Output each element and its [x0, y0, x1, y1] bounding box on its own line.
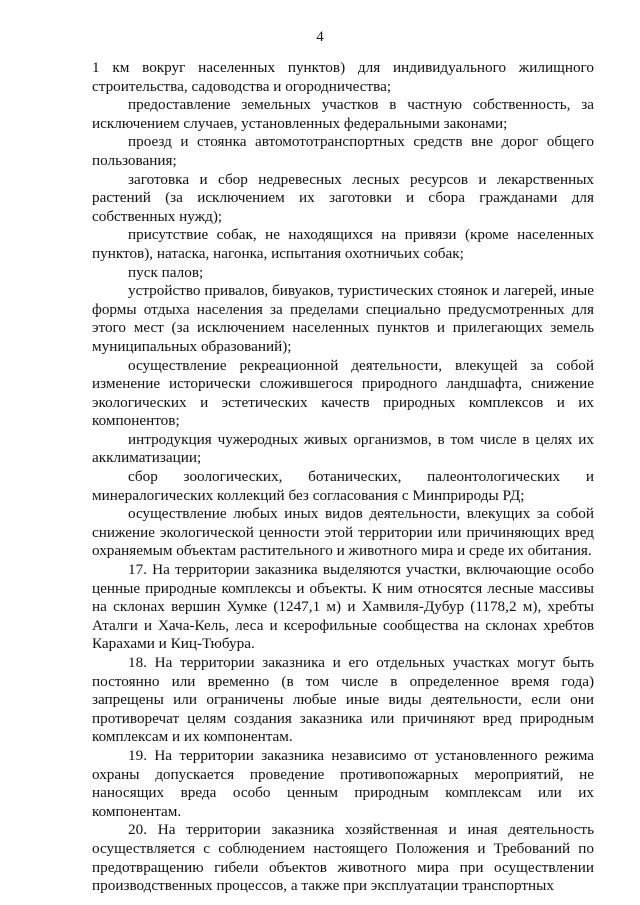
list-item-other-activities: осуществление любых иных видов деятельности, влекущих за собой снижение экологической ценности этой территории или причиняющих вред охраняемым объектам растительного и животного мира и среде их обитания. — [92, 505, 594, 560]
paragraph-continuation: 1 км вокруг населенных пунктов) для индивидуального жилищного строительства, садоводства и огородничества; — [92, 59, 594, 95]
list-item-dogs: присутствие собак, не находящихся на привязи (кроме населенных пунктов), натаска, нагонка, испытания охотничьих собак; — [92, 226, 594, 262]
list-item-land-privatization: предоставление земельных участков в частную собственность, за исключением случаев, установленных федеральными законами; — [92, 96, 594, 132]
list-item-vehicle-traffic: проезд и стоянка автомототранспортных средств вне дорог общего пользования; — [92, 133, 594, 169]
document-body — [92, 59, 594, 896]
list-item-introduction: интродукция чужеродных живых организмов, в том числе в целях их акклиматизации; — [92, 430, 594, 467]
list-item-burning: пуск палов; — [128, 263, 204, 281]
clause-17: 17. На территории заказника выделяются участки, включающие особо ценные природные комплексы и объекты. К ним относятся лесные массивы на склонах вершин Хумке (1247,1 м) и Хамвиля-Дубур (1178,2 м), хребты Аталги и Хача-Кель, леса и ксерофильные сообщества на склонах хребтов Карахами и Киц-Тюбура. — [92, 561, 594, 653]
page-number: 4 — [316, 29, 324, 45]
clause-20: 20. На территории заказника хозяйственная и иная деятельность осуществляется с соблюдением настоящего Положения и Требований по предотвращению гибели объектов животного мира при осуществлении производственных процессов, а также при эксплуатации транспортных — [92, 821, 594, 895]
clause-18: 18. На территории заказника и его отдельных участках могут быть постоянно или временно (в том числе в определенное время года) запрещены или ограничены любые иные виды деятельности, если они противоречат целям создания заказника или причиняют вред природным комплексам и их компонентам. — [92, 654, 594, 746]
list-item-recreation: осуществление рекреационной деятельности, влекущей за собой изменение исторически сложившегося природного ландшафта, снижение экологических и эстетических качеств природных комплексов и их компонентов; — [92, 356, 594, 430]
list-item-collections: сбор зоологических, ботанических, палеонтологических и минералогических коллекций без согласования с Минприроды РД; — [92, 468, 594, 504]
clause-19: 19. На территории заказника независимо от установленного режима охраны допускается проведение противопожарных мероприятий, не наносящих вреда особо ценным природным комплексам или их компонентам. — [92, 746, 594, 820]
list-item-resource-harvesting: заготовка и сбор недревесных лесных ресурсов и лекарственных растений (за исключением их заготовки и сбора гражданами для собственных нужд); — [92, 170, 594, 225]
list-item-camping: устройство привалов, бивуаков, туристических стоянок и лагерей, иные формы отдыха населения за пределами специально предусмотренных для этого мест (за исключением населенных пунктов и прилегающих земель муниципальных образований); — [92, 282, 594, 355]
